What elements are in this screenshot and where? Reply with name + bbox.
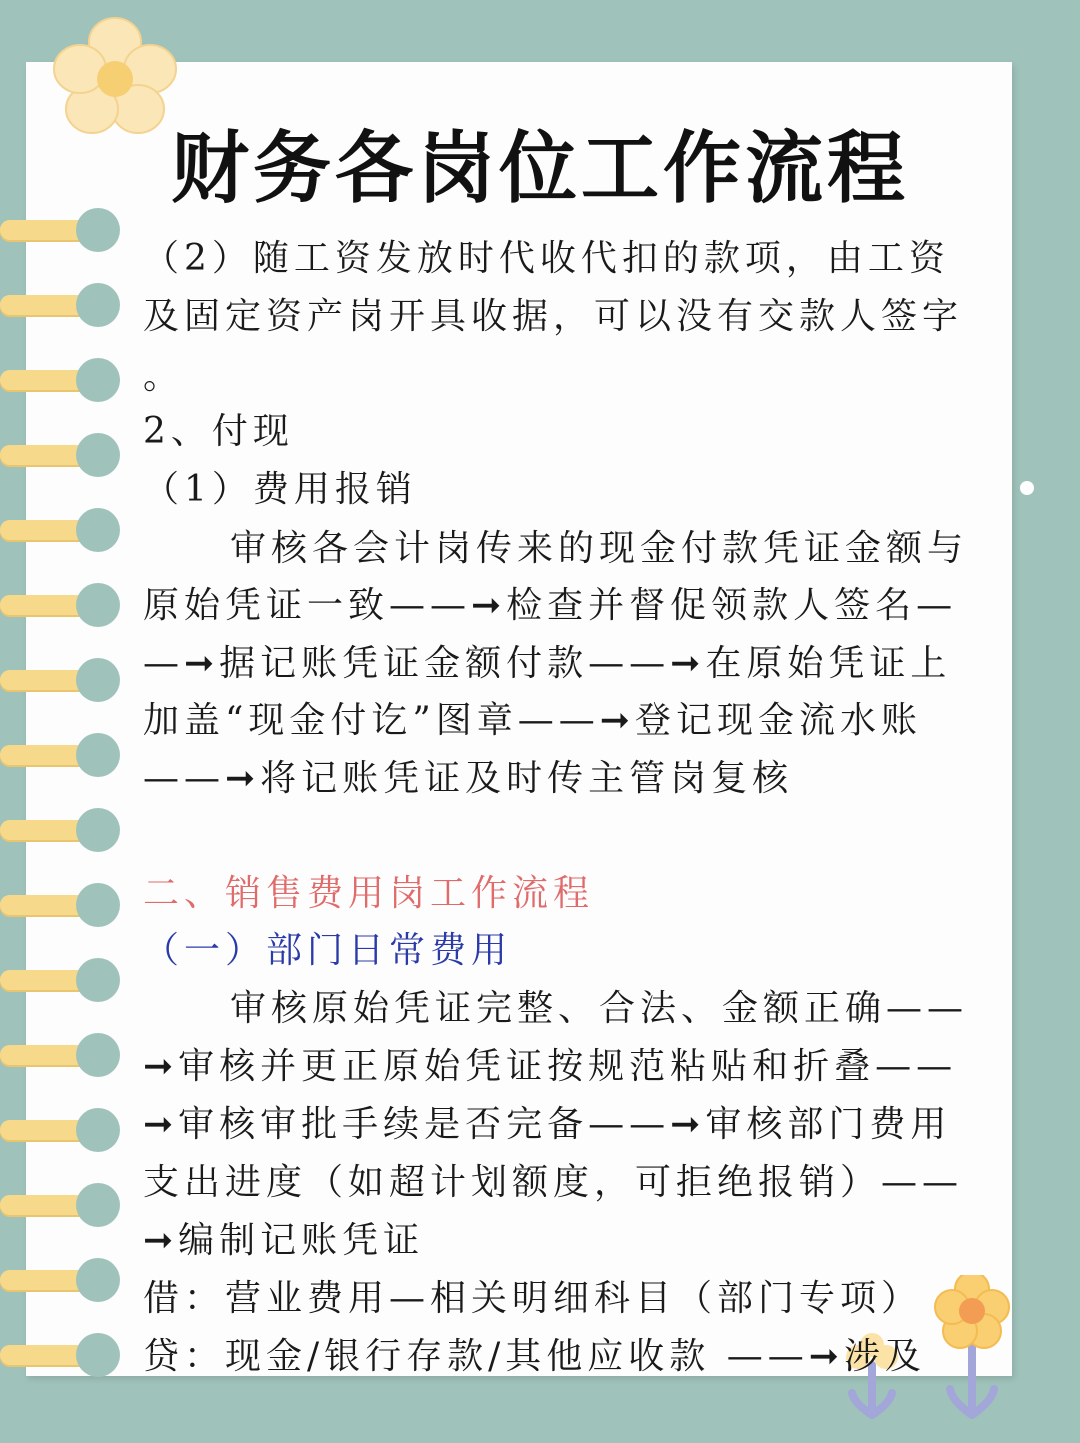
text-line: 加盖“现金付讫”图章——➞登记现金流水账 (143, 700, 922, 741)
sub-heading: （1）费用报销 (143, 469, 417, 510)
spiral-ring (0, 1032, 118, 1078)
text-line: （2）随工资发放时代收代扣的款项，由工资 (143, 238, 950, 279)
spiral-ring (0, 957, 118, 1003)
text-line: ➞审核并更正原始凭证按规范粘贴和折叠—— (143, 1046, 958, 1087)
section-heading: 二、销售费用岗工作流程 (143, 873, 595, 914)
section-heading: 2、付现 (143, 411, 294, 452)
text-line: 审核原始凭证完整、合法、金额正确—— (230, 988, 969, 1029)
sub-heading: （一）部门日常费用 (143, 930, 513, 971)
page-title: 财务各岗位工作流程 (170, 124, 909, 214)
text-line: 。 (143, 356, 185, 397)
spiral-ring (0, 732, 118, 778)
spiral-ring (0, 432, 118, 478)
spiral-ring (0, 1107, 118, 1153)
spiral-ring (0, 282, 118, 328)
text-line: ➞编制记账凭证 (143, 1220, 425, 1261)
spiral-ring (0, 507, 118, 553)
spiral-ring (0, 657, 118, 703)
text-line: 贷：现金/银行存款/其他应收款 ——➞涉及 (143, 1336, 926, 1377)
text-line: ➞审核审批手续是否完备——➞审核部门费用 (143, 1104, 952, 1145)
text-line: 原始凭证一致——➞检查并督促领款人签名— (143, 585, 958, 626)
spiral-ring (0, 807, 118, 853)
spiral-ring (0, 582, 118, 628)
spiral-ring (0, 882, 118, 928)
text-line: 及固定资产岗开具收据，可以没有交款人签字 (143, 296, 964, 337)
spiral-ring (0, 357, 118, 403)
spiral-ring (0, 1182, 118, 1228)
text-line: 借：营业费用—相关明细科目（部门专项） (143, 1278, 923, 1319)
text-line: 支出进度（如超计划额度，可拒绝报销）—— (143, 1162, 964, 1203)
text-line: ——➞将记账凭证及时传主管岗复核 (143, 758, 794, 799)
decor-dot (1020, 481, 1034, 495)
spiral-ring (0, 1257, 118, 1303)
text-line: 审核各会计岗传来的现金付款凭证金额与 (230, 528, 969, 569)
spiral-ring (0, 1332, 118, 1378)
text-line: —➞据记账凭证金额付款——➞在原始凭证上 (143, 643, 952, 684)
